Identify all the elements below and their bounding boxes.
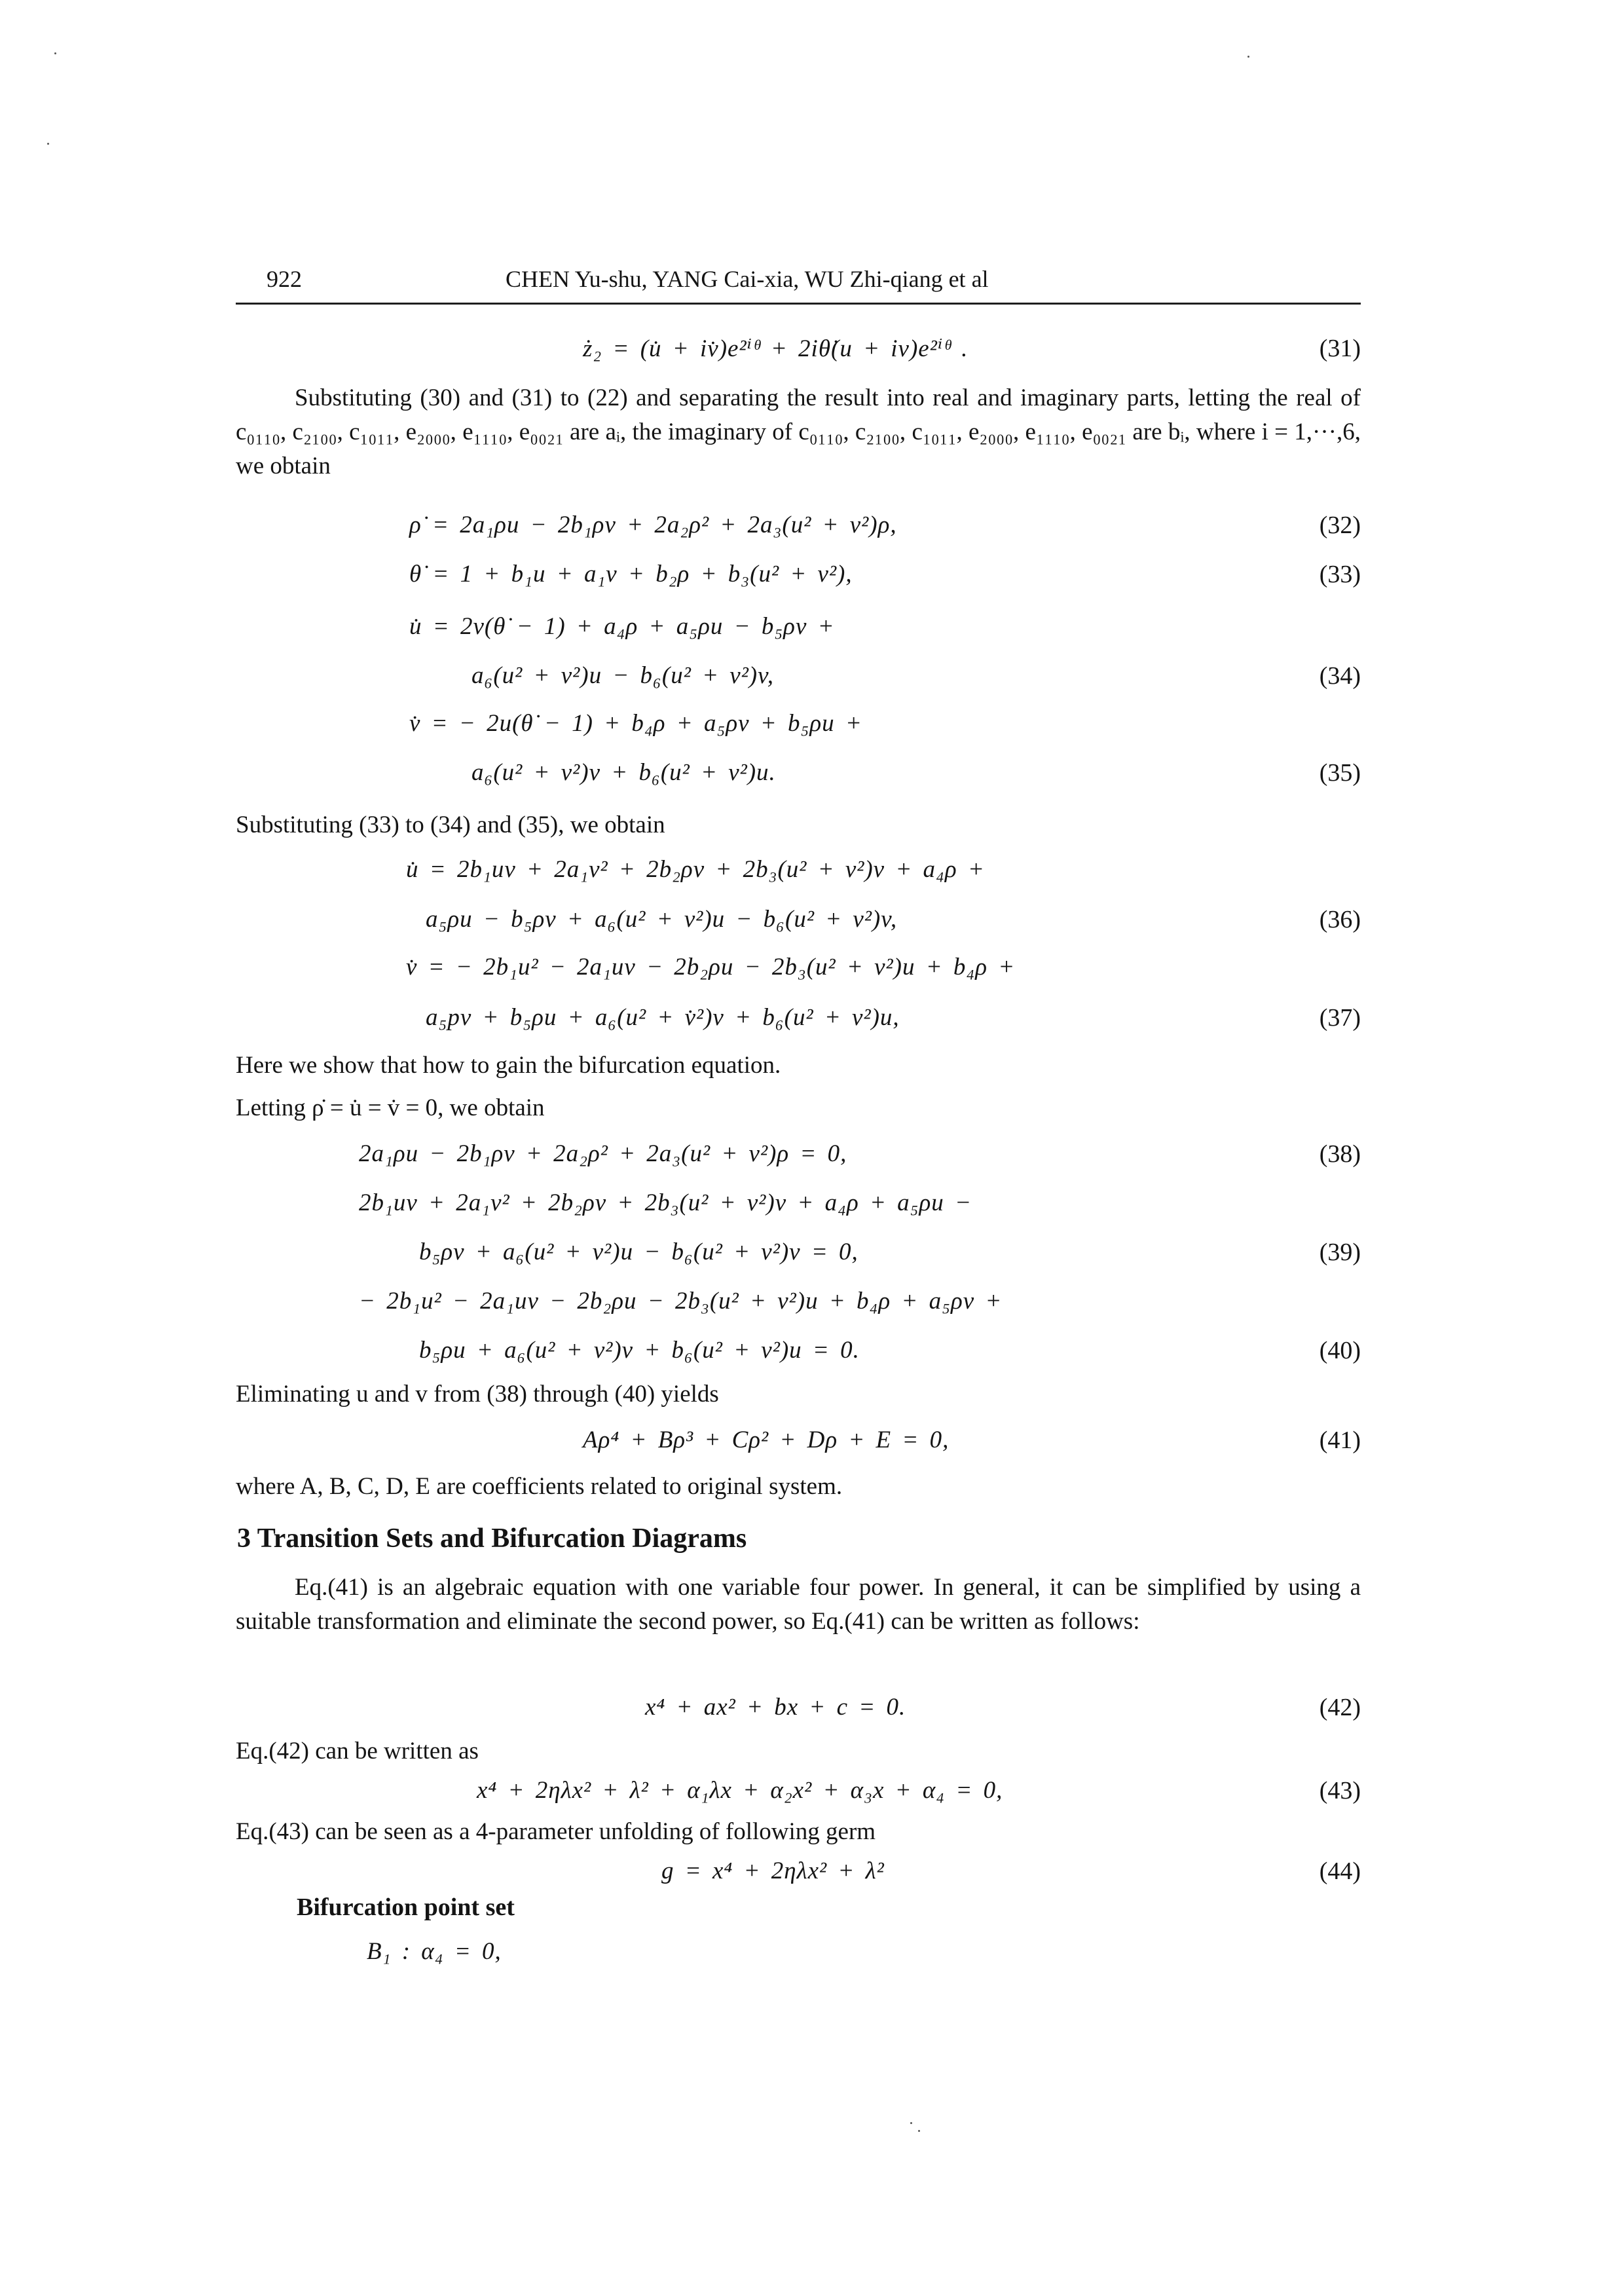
section-heading: 3 Transition Sets and Bifurcation Diagrams: [237, 1523, 747, 1554]
paragraph-eq43-unfolding: Eq.(43) can be seen as a 4-parameter unfolding of following germ: [236, 1818, 876, 1845]
equation-43: x⁴ + 2ηλx² + λ² + α₁λx + α₂x² + α₃x + α₄ = 0,: [477, 1777, 1003, 1804]
scan-speck: [918, 2130, 920, 2132]
equation-number-33: (33): [1319, 561, 1361, 588]
paragraph-here-we-show: Here we show that how to gain the bifurcation equation.: [236, 1052, 781, 1079]
equation-34-line-1: u̇ = 2v(θ̇ − 1) + a₄ρ + a₅ρu − b₅ρv +: [409, 613, 835, 640]
equation-number-39: (39): [1319, 1239, 1361, 1266]
equation-number-34: (34): [1319, 662, 1361, 690]
equation-number-41: (41): [1319, 1427, 1361, 1454]
equation-31: ż₂ = (u̇ + iv̇)e²ⁱᶿ + 2iθ̇(u + iv)e²ⁱᶿ .: [583, 335, 969, 362]
equation-32: ρ̇ = 2a₁ρu − 2b₁ρv + 2a₂ρ² + 2a₃(u² + v²)ρ,: [409, 512, 897, 538]
equation-number-32: (32): [1319, 512, 1361, 539]
paragraph-eq42-written: Eq.(42) can be written as: [236, 1738, 479, 1764]
equation-number-42: (42): [1319, 1694, 1361, 1721]
paragraph-eliminating: Eliminating u and v from (38) through (40) yields: [236, 1381, 719, 1408]
equation-40-line-1: − 2b₁u² − 2a₁uv − 2b₂ρu − 2b₃(u² + v²)u + b₄ρ + a₅ρv +: [359, 1288, 1003, 1315]
equation-39-line-1: 2b₁uv + 2a₁v² + 2b₂ρv + 2b₃(u² + v²)v + a₄ρ + a₅ρu −: [359, 1189, 972, 1216]
subheading-bifurcation-point-set: Bifurcation point set: [297, 1894, 515, 1921]
equation-35-line-2: a₆(u² + v²)v + b₆(u² + v²)u.: [471, 759, 776, 786]
scan-speck: [47, 143, 49, 145]
equation-40-line-2: b₅ρu + a₆(u² + v²)v + b₆(u² + v²)u = 0.: [419, 1337, 860, 1364]
equation-35-line-1: v̇ = − 2u(θ̇ − 1) + b₄ρ + a₅ρv + b₅ρu +: [409, 710, 862, 737]
equation-36-line-1: u̇ = 2b₁uv + 2a₁v² + 2b₂ρv + 2b₃(u² + v²)v + a₄ρ +: [406, 856, 985, 883]
equation-41: Aρ⁴ + Bρ³ + Cρ² + Dρ + E = 0,: [583, 1427, 950, 1453]
running-header-authors: CHEN Yu-shu, YANG Cai-xia, WU Zhi-qiang et al: [506, 266, 989, 292]
paragraph-substituting-33: Substituting (33) to (34) and (35), we obtain: [236, 812, 665, 838]
equation-36-line-2: a₅ρu − b₅ρv + a₆(u² + v²)u − b₆(u² + v²)v,: [426, 906, 898, 933]
equation-38: 2a₁ρu − 2b₁ρv + 2a₂ρ² + 2a₃(u² + v²)ρ = 0,: [359, 1140, 847, 1167]
page-number: 922: [267, 266, 302, 292]
equation-number-35: (35): [1319, 759, 1361, 787]
scan-speck: [1247, 56, 1249, 58]
equation-37-line-1: v̇ = − 2b₁u² − 2a₁uv − 2b₂ρu − 2b₃(u² + v²)u + b₄ρ +: [406, 954, 1016, 980]
paragraph-eq41-algebraic: Eq.(41) is an algebraic equation with one variable four power. In general, it can be simplified by using a suitable transformation and eliminate the second power, so Eq.(41) can be written as follows:: [236, 1574, 1361, 1635]
equation-number-43: (43): [1319, 1777, 1361, 1804]
paragraph-substituting-30-31: Substituting (30) and (31) to (22) and separating the result into real and imaginary parts, letting the real of c₀₁₁₀, c₂₁₀₀, c₁₀₁₁, e₂₀₀₀, e₁₁₁₀, e₀₀₂₁ are aᵢ, the imaginary of c₀₁₁₀, c₂₁₀₀, c₁₀₁₁, e₂₀₀₀, e₁₁₁₀, e₀₀₂₁ are bᵢ, where i = 1,···,6, we obtain: [236, 384, 1361, 479]
equation-42: x⁴ + ax² + bx + c = 0.: [645, 1694, 906, 1721]
equation-b1: B₁ : α₄ = 0,: [367, 1938, 502, 1965]
header-rule: [236, 303, 1361, 305]
equation-34-line-2: a₆(u² + v²)u − b₆(u² + v²)v,: [471, 662, 775, 689]
paragraph-letting: Letting ρ̇ = u̇ = v̇ = 0, we obtain: [236, 1094, 545, 1121]
equation-37-line-2: a₅pv + b₅ρu + a₆(u² + v̇²)v + b₆(u² + v²)u,: [426, 1004, 900, 1031]
equation-number-36: (36): [1319, 906, 1361, 933]
scan-speck: [54, 52, 56, 54]
equation-number-40: (40): [1319, 1337, 1361, 1364]
equation-number-44: (44): [1319, 1857, 1361, 1885]
equation-number-38: (38): [1319, 1140, 1361, 1168]
equation-39-line-2: b₅ρv + a₆(u² + v²)u − b₆(u² + v²)v = 0,: [419, 1239, 858, 1265]
scan-speck: [910, 2122, 912, 2124]
equation-33: θ̇ = 1 + b₁u + a₁v + b₂ρ + b₃(u² + v²),: [409, 561, 853, 588]
equation-number-31: (31): [1319, 335, 1361, 362]
equation-number-37: (37): [1319, 1004, 1361, 1032]
paragraph-where-coefficients: where A, B, C, D, E are coefficients related to original system.: [236, 1473, 843, 1500]
equation-44: g = x⁴ + 2ηλx² + λ²: [661, 1857, 885, 1884]
